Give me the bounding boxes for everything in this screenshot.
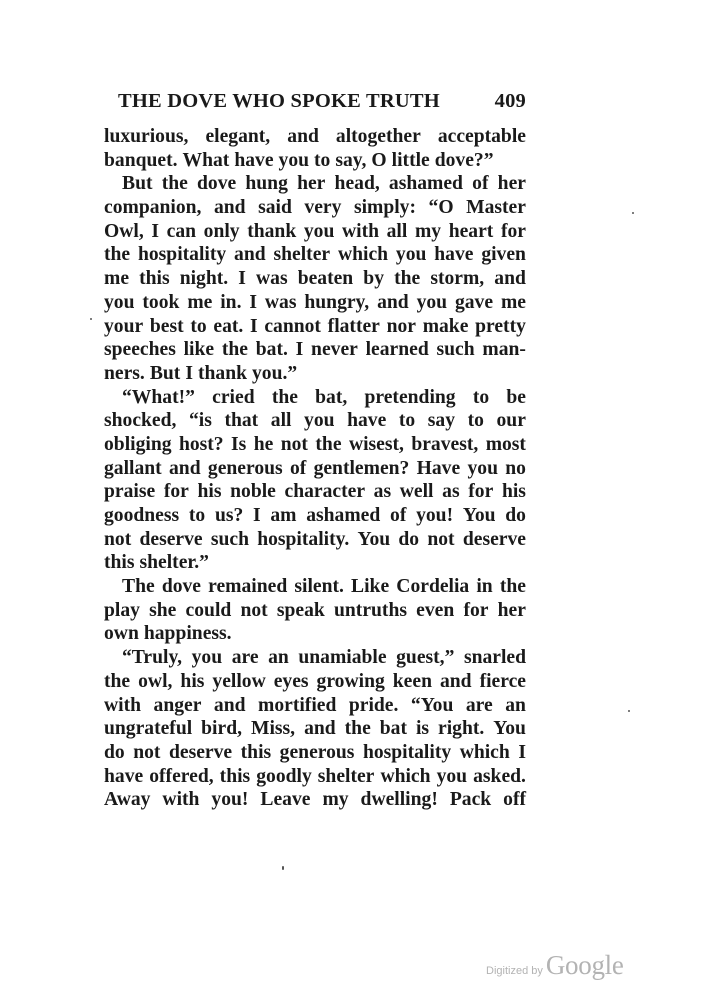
text-line: banquet. What have you to say, O little dove?” [104,149,494,171]
scan-speck [90,318,92,320]
scan-speck [282,866,284,870]
text-line: your best to eat. I cannot flatter nor make pretty [104,315,526,337]
text-line: speeches like the bat. I never learned such man- [104,339,526,361]
text-line: the hospitality and shelter which you have given [104,244,526,266]
running-head [118,90,526,116]
text-line: you took me in. I was hungry, and you gave me [104,291,526,313]
text-line: play she could not speak untruths even for her [104,599,526,621]
text-line: “What!” cried the bat, pretending to be [122,386,526,408]
digitized-by-google-watermark [486,950,624,981]
text-line: ungrateful bird, Miss, and the bat is right. You [104,718,526,740]
google-logo: Google [545,950,624,980]
text-line: luxurious, elegant, and altogether acceptable [104,126,526,147]
text-line: shocked, “is that all you have to say to our [104,410,526,432]
text-line: “Truly, you are an unamiable guest,” snarled [122,647,526,669]
watermark-prefix: Digitized by [486,965,543,977]
text-line: the owl, his yellow eyes growing keen and fierce [104,670,526,692]
text-line: praise for his noble character as well as for his [104,481,526,503]
text-line: obliging host? Is he not the wisest, bravest, most [104,433,526,455]
text-line: not deserve such hospitality. You do not deserve [104,528,526,550]
scan-speck [628,710,630,712]
page-number: 409 [494,90,526,112]
scan-speck [632,212,634,214]
chapter-title: THE DOVE WHO SPOKE TRUTH [118,90,440,112]
text-line: do not deserve this generous hospitality which I [104,741,526,763]
text-line: The dove remained silent. Like Cordelia in the [122,576,526,598]
text-line: companion, and said very simply: “O Master [104,197,526,219]
text-line: me this night. I was beaten by the storm, and [104,268,526,290]
body-text [104,125,526,812]
text-line: have offered, this goodly shelter which you asked. [104,765,526,787]
text-line: goodness to us? I am ashamed of you! You do [104,505,526,526]
text-line: with anger and mortified pride. “You are an [104,694,526,716]
text-line: Owl, I can only thank you with all my heart for [104,220,526,242]
text-line: ners. But I thank you.” [104,362,298,384]
text-line: Away with you! Leave my dwelling! Pack off [104,789,526,811]
text-line: But the dove hung her head, ashamed of her [122,173,526,195]
text-line: own happiness. [104,623,232,645]
text-line: gallant and generous of gentlemen? Have you no [104,457,526,479]
text-line: this shelter.” [104,552,209,574]
